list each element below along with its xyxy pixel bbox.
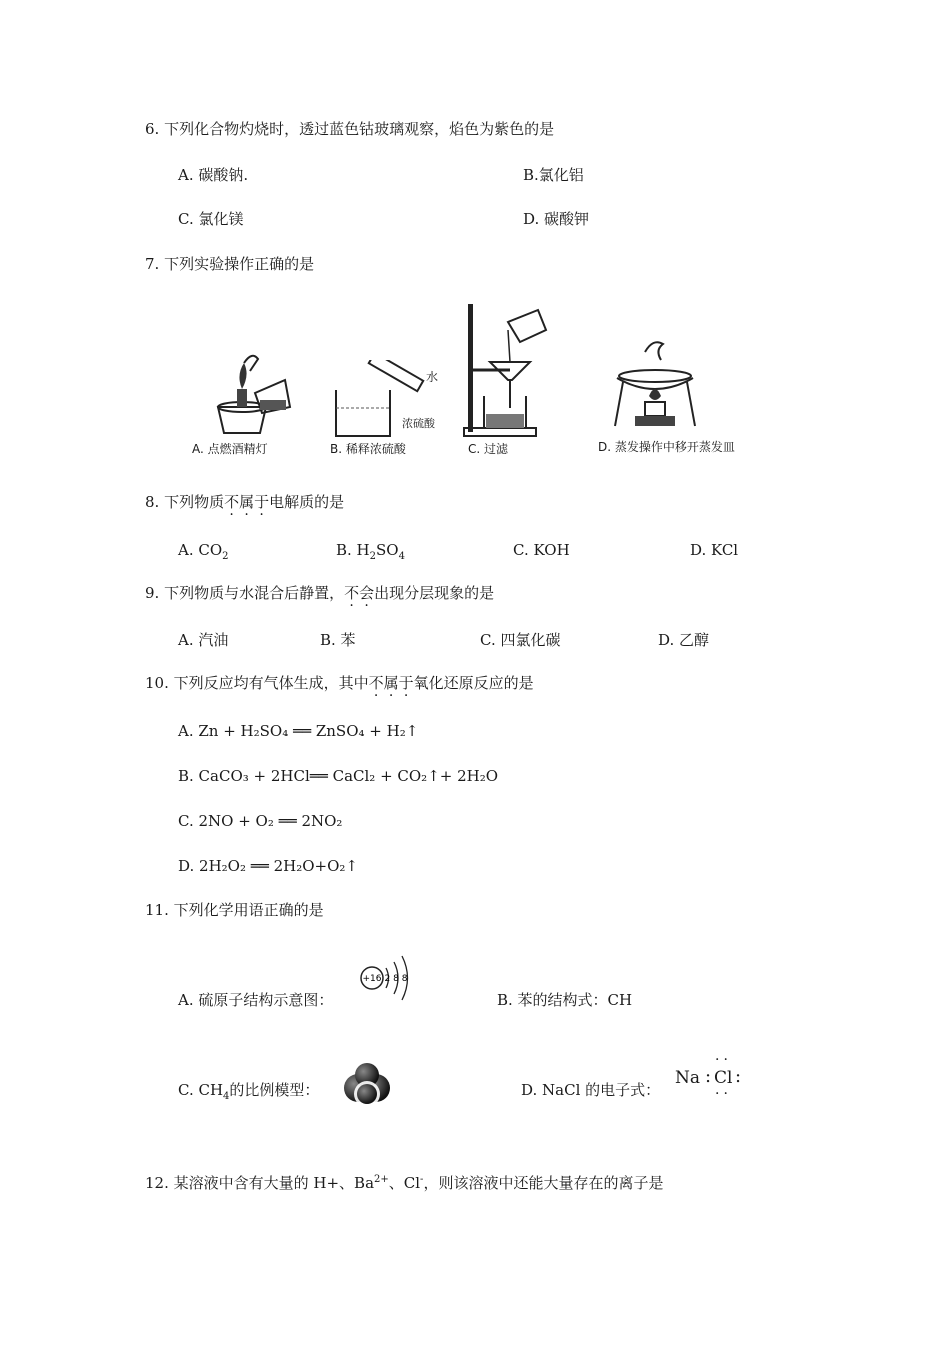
q8-option-a: A. $CO_2$ [178,541,229,562]
figure-d-evaporation [605,330,705,440]
q8-option-d: D. KCl [690,541,739,559]
nacl-cl-symbol: Cl [714,1068,733,1088]
q10-emphasis-1: 不 [368,674,384,692]
figure-c-caption: C. 过滤 [468,442,509,456]
q8-stem-pre: 8. 下列物质 [145,493,225,511]
q8-emphasis-1: 不 [224,493,240,511]
q8-option-c: C. KOH [513,541,570,559]
figure-b-label-water: 水 [426,370,439,384]
q8-option-b: B. $H_2SO_4$ [336,541,405,562]
q6-stem: 6. 下列化合物灼烧时，透过蓝色钴玻璃观察，焰色为紫色的是 [145,120,555,138]
q11-option-a: A. 硫原子结构示意图： [178,991,334,1009]
figure-d-caption: D. 蒸发操作中移开蒸发皿 [598,440,735,454]
q8-stem-post: 电解质的是 [269,493,345,511]
q8-stem [145,492,344,512]
q9-option-b: B. 苯 [320,631,356,649]
figure-a-caption: A. 点燃酒精灯 [192,442,268,456]
q10-option-d: D. 2H₂O₂ ══ 2H₂O+O₂↑ [178,857,358,875]
figure-b-caption: B. 稀释浓硫酸 [330,442,406,456]
nacl-electron-formula: Na : Cl : ·· ·· [675,1052,742,1102]
q9-option-d: D. 乙醇 [658,631,710,649]
q10-option-a: A. Zn + H₂SO₄ ══ ZnSO₄ + H₂↑ [178,722,419,740]
q10-stem: 10. 下列反应均有气体生成，其中不属于氧化还原反应的是 [145,674,534,692]
q9-stem: 9. 下列物质与水混合后静置，不会出现分层现象的是 [145,584,495,602]
q9-option-c: C. 四氯化碳 [480,631,561,649]
q9-emphasis-2: 会 [359,584,375,602]
q11-option-c: C. $CH_4$的比例模型： [178,1081,320,1102]
sulfur-atom-diagram [358,950,414,1006]
methane-model-figure [338,1058,396,1110]
figure-b-label-acid: 浓硫酸 [402,417,435,430]
q9-emphasis-1: 不 [344,584,360,602]
q11-stem: 11. 下列化学用语正确的是 [145,901,324,919]
q8-emphasis-3: 于 [254,493,270,511]
q11-option-d: D. NaCl 的电子式： [521,1081,661,1099]
q8-emphasis-2: 属 [239,493,255,511]
q12-stem: 12. 某溶液中含有大量的 H+、$Ba^{2+}$、Cl-，则该溶液中还能大量存在的离子是 [145,1174,664,1192]
q6-option-d: D. 碳酸钾 [523,210,590,228]
figure-c-filtration [460,300,550,440]
sulfur-shell-labels: 2 8 8 [384,974,408,984]
q10-emphasis-2: 属 [383,674,399,692]
figure-a-lighting-lamp [200,345,310,440]
nacl-na-symbol: Na [675,1068,701,1088]
q6-option-c: C. 氯化镁 [178,210,244,228]
q11-option-b: B. 苯的结构式：CH [497,991,633,1009]
q6-option-a: A. 碳酸钠. [178,166,249,184]
q6-option-b: B.氯化铝 [523,166,584,184]
q7-stem: 7. 下列实验操作正确的是 [145,255,315,273]
sulfur-nucleus-label: +16 [362,974,382,984]
q10-option-c: C. 2NO + O₂ ══ 2NO₂ [178,812,343,830]
q9-option-a: A. 汽油 [178,631,229,649]
q10-emphasis-3: 于 [398,674,414,692]
q10-option-b: B. CaCO₃ + 2HCl══ CaCl₂ + CO₂↑+ 2H₂O [178,767,499,785]
